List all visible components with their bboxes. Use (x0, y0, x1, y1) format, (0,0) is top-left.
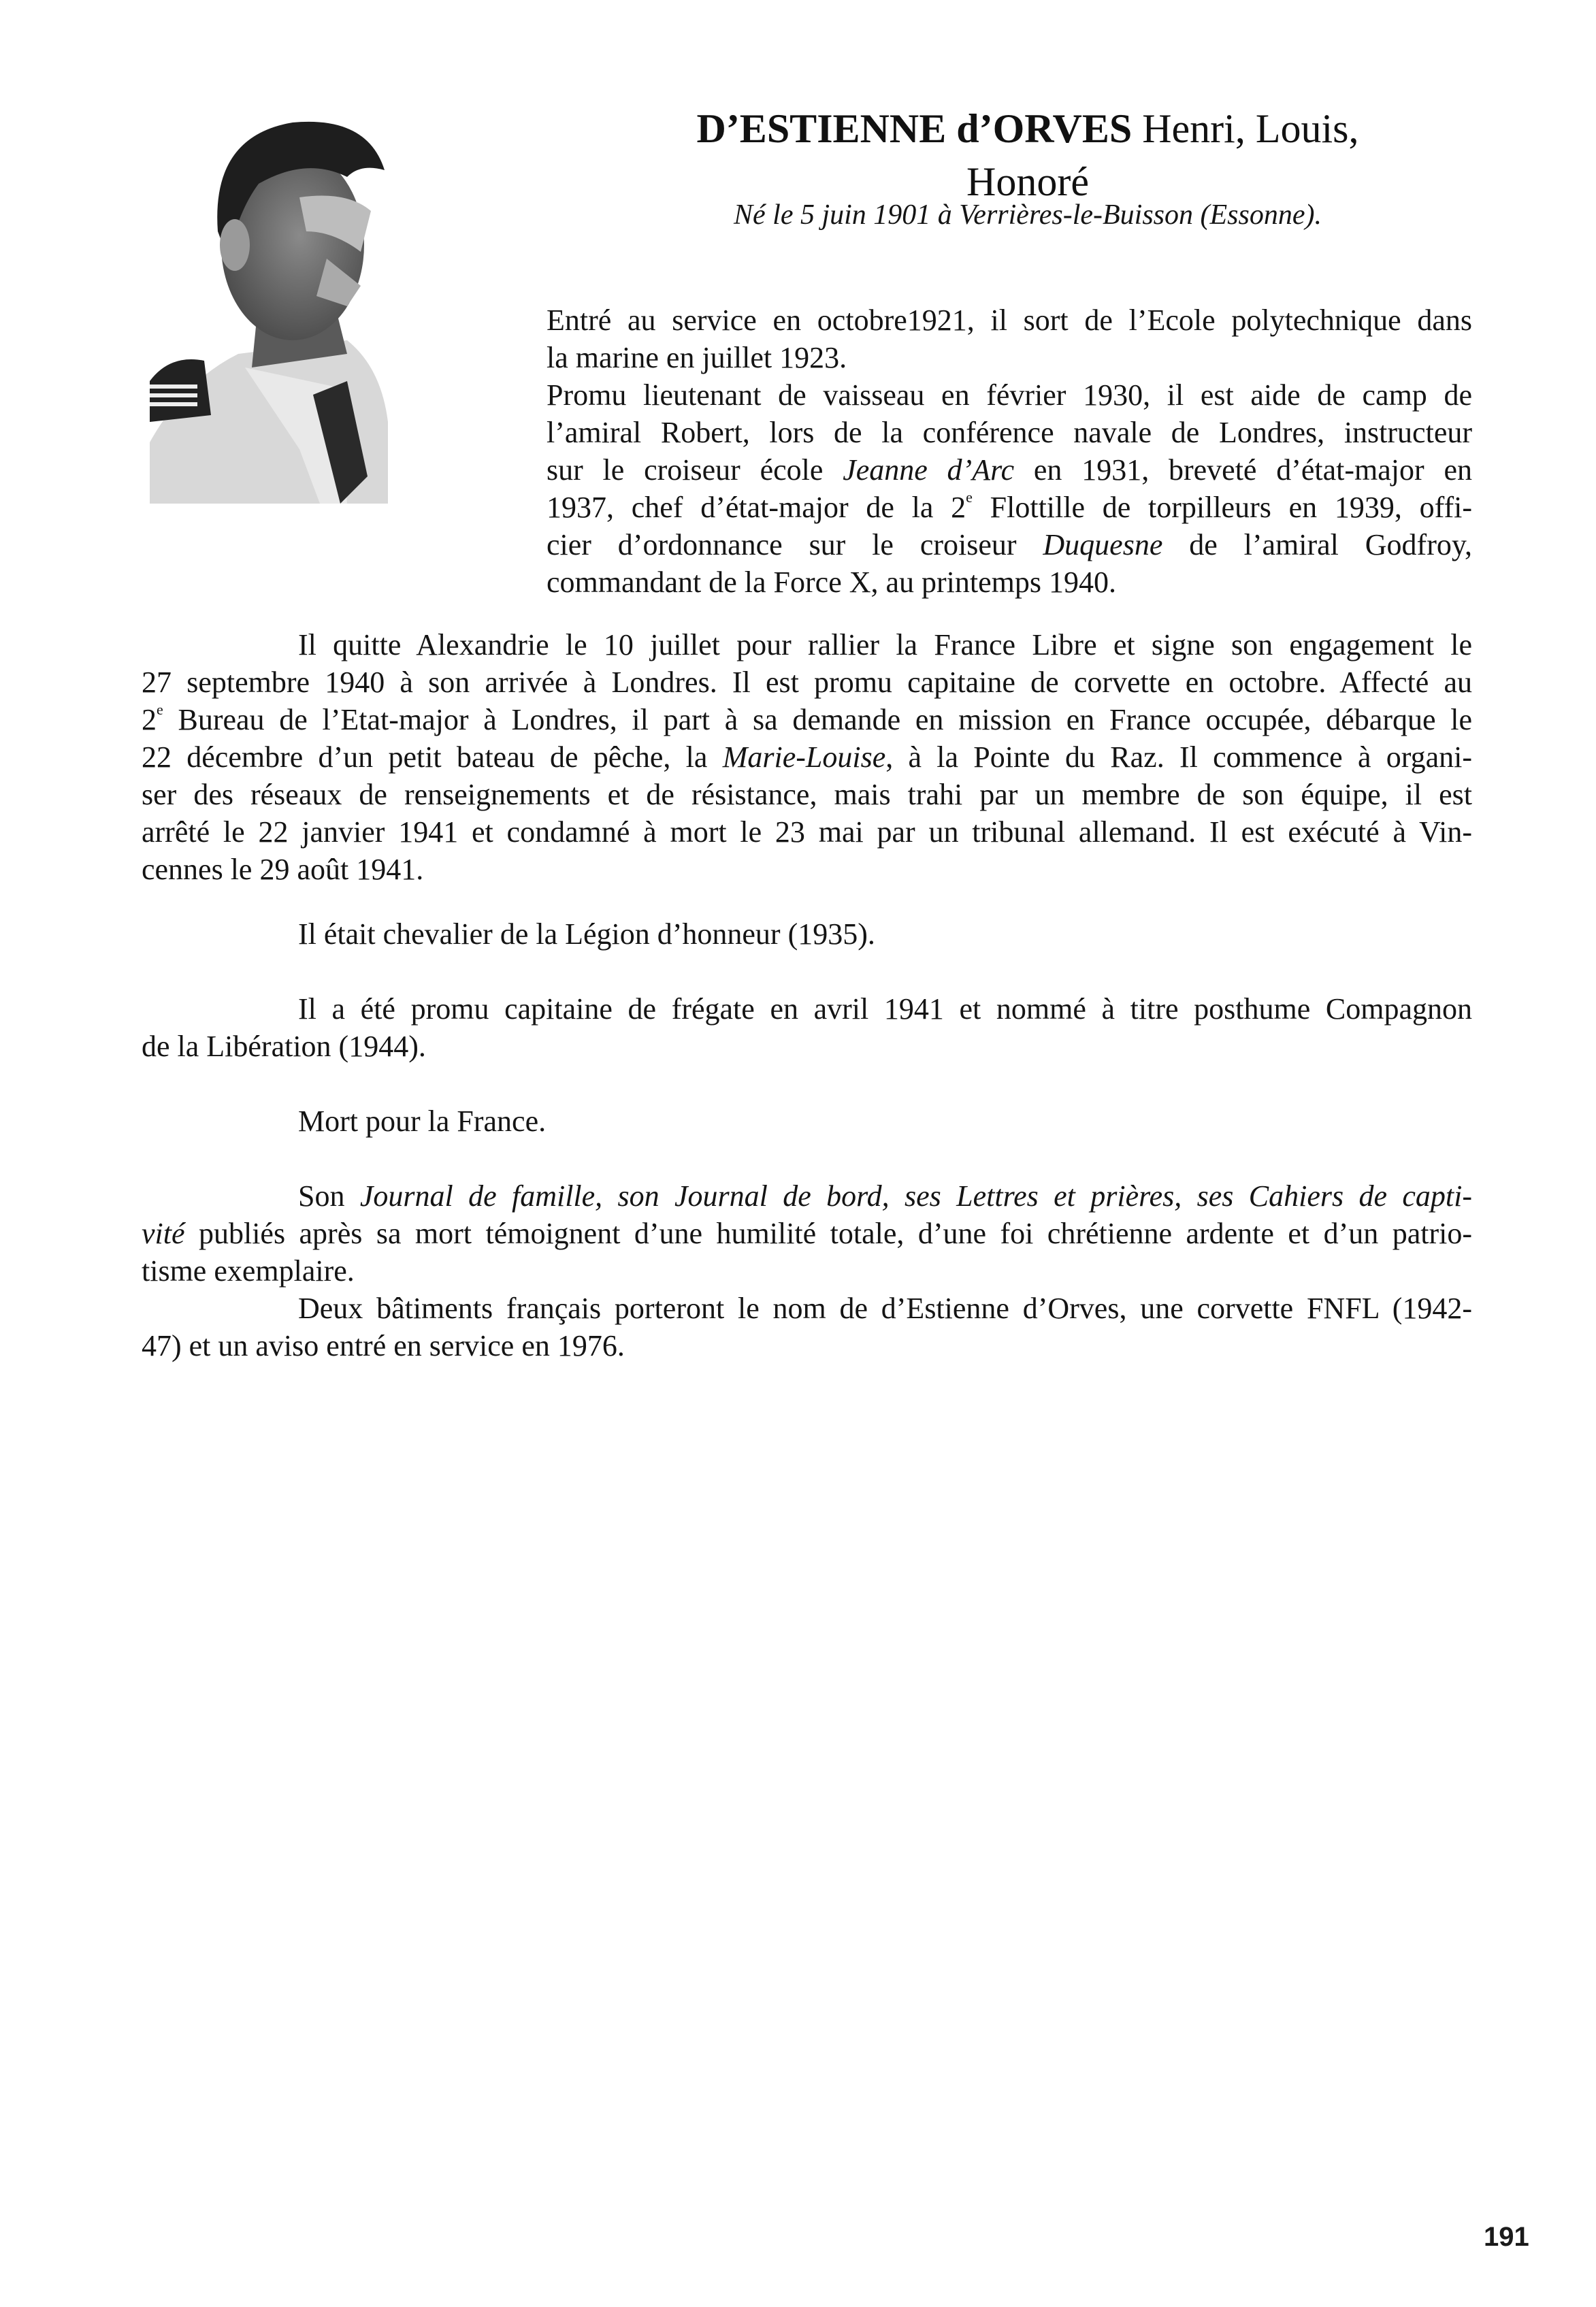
text-run: en 1931, breveté d’état-major en (1014, 453, 1472, 487)
text-line (547, 489, 1472, 526)
paragraph-legion (142, 915, 1472, 953)
text-run: publiés après sa mort témoignent d’une humilité totale, d’une foi chrétienne ardente et d’un patrio- (184, 1217, 1472, 1250)
text-run: 22 décembre d’un petit bateau de pêche, la (142, 740, 723, 774)
title-line-2: Honoré (966, 159, 1089, 204)
text-run: l’amiral Robert, lors de la conférence navale de Londres, instructeur (547, 416, 1472, 449)
italic-title: Jeanne d’Arc (843, 453, 1015, 487)
text-line (547, 526, 1472, 563)
text-run: 47) et un aviso entré en service en 1976. (142, 1329, 625, 1362)
text-run: Promu lieutenant de vaisseau en février 1930, il est aide de camp de (547, 378, 1472, 412)
text-line (547, 376, 1472, 414)
paragraph-career-2 (547, 376, 1472, 601)
italic-title: Journal de famille, son Journal de bord, ses Lettres et prières, ses Cahiers de capti- (359, 1179, 1472, 1213)
text-run: de l’amiral Godfroy, (1162, 528, 1472, 561)
text-line (142, 776, 1472, 813)
text-run: Son (298, 1179, 360, 1213)
text-run: 1937, chef d’état-major de la 2 (547, 491, 966, 524)
text-line (142, 664, 1472, 701)
text-line (142, 1177, 1472, 1215)
text-line (142, 626, 1472, 664)
text-line (547, 563, 1472, 601)
paragraph-writings (142, 1177, 1472, 1290)
text-run: Il était chevalier de la Légion d’honneur (1935). (298, 917, 875, 951)
text-run: ser des réseaux de renseignements et de résistance, mais trahi par un membre de son équipe, il est (142, 778, 1472, 811)
ordinal-superscript: e (157, 701, 163, 718)
text-line (142, 1290, 1472, 1327)
text-run: de la Libération (1944). (142, 1030, 426, 1063)
text-run: Il a été promu capitaine de frégate en avril 1941 et nommé à titre posthume Compagnon (298, 992, 1472, 1026)
entry-title (544, 102, 1511, 208)
text-line (142, 1252, 1472, 1290)
text-line (547, 339, 1472, 376)
text-run: sur le croiseur école (547, 453, 843, 487)
title-line-1 (544, 102, 1511, 155)
paragraph-career-1 (547, 301, 1472, 376)
text-line (142, 990, 1472, 1028)
text-line (547, 414, 1472, 451)
birth-info: Né le 5 juin 1901 à Verrières-le-Buisson (Essonne). (734, 199, 1322, 231)
text-run: 2 (142, 703, 157, 736)
italic-title: Marie-Louise (722, 740, 886, 774)
paragraph-mort (142, 1102, 1472, 1140)
text-run: arrêté le 22 janvier 1941 et condamné à mort le 23 mai par un tribunal allemand. Il est exécuté à Vin- (142, 815, 1472, 849)
paragraph-free-france (142, 626, 1472, 888)
text-run: Mort pour la France. (298, 1105, 547, 1138)
text-line (142, 1102, 1472, 1140)
text-line (142, 851, 1472, 888)
text-run: Bureau de l’Etat-major à Londres, il part à sa demande en mission en France occupée, débarque le (163, 703, 1472, 736)
text-run: 27 septembre 1940 à son arrivée à Londres. Il est promu capitaine de corvette en octobre. Affecté au (142, 666, 1472, 699)
text-line (142, 813, 1472, 851)
text-line (142, 915, 1472, 953)
page-number: 191 (1484, 2222, 1529, 2252)
paragraph-ships (142, 1290, 1472, 1364)
text-run: cier d’ordonnance sur le croiseur (547, 528, 1043, 561)
italic-title: Duquesne (1043, 528, 1163, 561)
text-run: Deux bâtiments français porteront le nom de d’Estienne d’Orves, une corvette FNFL (1942- (298, 1292, 1472, 1325)
text-line (142, 701, 1472, 738)
text-run: , à la Pointe du Raz. Il commence à organi- (885, 740, 1473, 774)
text-run: Entré au service en octobre1921, il sort de l’Ecole polytechnique dans (547, 304, 1472, 337)
paragraph-promotion (142, 990, 1472, 1065)
text-run: Il quitte Alexandrie le 10 juillet pour rallier la France Libre et signe son engagement le (298, 628, 1472, 661)
text-run: la marine en juillet 1923. (547, 341, 847, 374)
text-line (142, 738, 1472, 776)
portrait-image (143, 95, 388, 504)
portrait-photo (143, 95, 388, 504)
given-names: Henri, Louis, (1142, 106, 1359, 151)
text-line (547, 451, 1472, 489)
text-line (142, 1028, 1472, 1065)
text-line (142, 1215, 1472, 1252)
text-run: commandant de la Force X, au printemps 1940. (547, 566, 1117, 599)
ordinal-superscript: e (966, 489, 973, 506)
text-line (547, 301, 1472, 339)
text-run: cennes le 29 août 1941. (142, 853, 424, 886)
italic-title: vité (142, 1217, 185, 1250)
text-run: Flottille de torpilleurs en 1939, offi- (972, 491, 1472, 524)
text-run: tisme exemplaire. (142, 1254, 355, 1288)
surname: D’ESTIENNE d’ORVES (696, 106, 1133, 151)
text-line (142, 1327, 1472, 1364)
